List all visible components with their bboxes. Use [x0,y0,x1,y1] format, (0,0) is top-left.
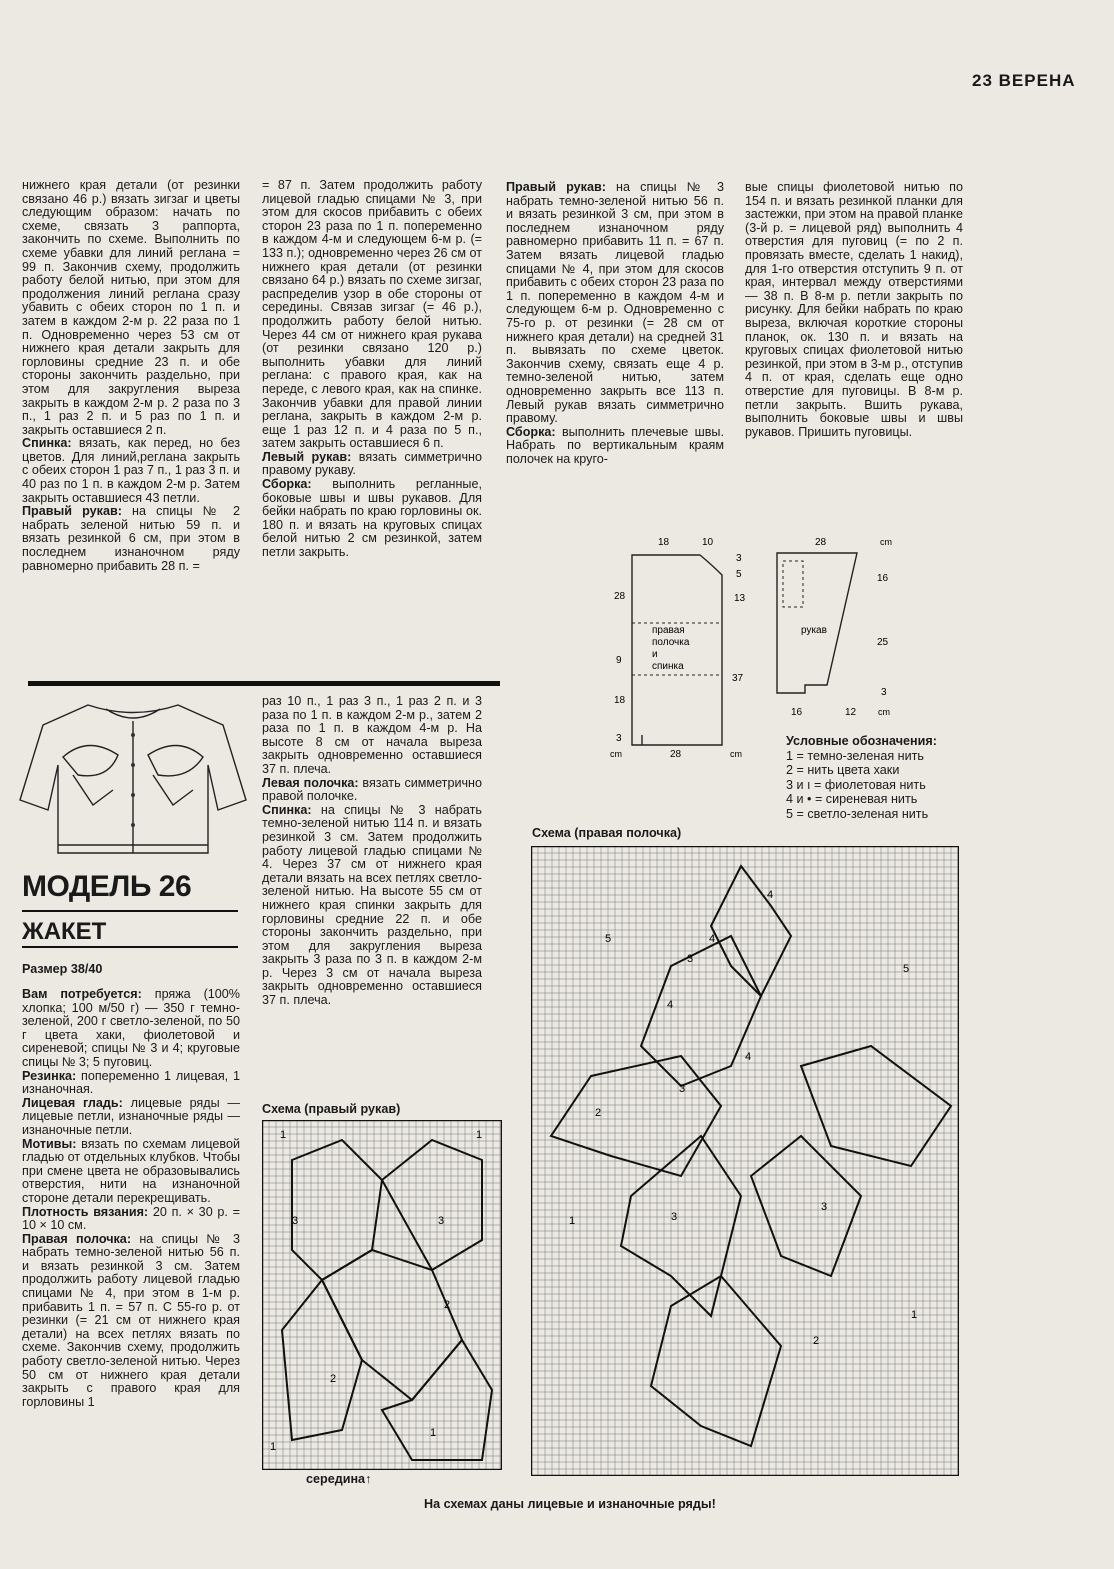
symbol-label: 3 [438,1215,445,1227]
symbol-label: 4 [667,999,674,1011]
front-schematic [600,535,770,765]
jacket-sketch [18,695,248,865]
motif-outline [801,1046,951,1166]
text-column-4 [745,181,963,439]
dim-bottom-2: 12 [845,707,857,718]
symbol-label: 2 [595,1107,602,1119]
text-column-3 [506,181,724,466]
dim-right-4: 37 [732,673,744,684]
motif-outline [651,1276,781,1446]
sleeve-schematic [765,535,905,725]
sleeve-chart-title: Схема (правый рукав) [262,1102,401,1116]
legend-item: 5 = светло-зеленая нить [786,806,929,821]
symbol-label: 5 [605,933,612,945]
front-label-2: полочка [652,637,690,648]
symbol-label: 1 [476,1129,483,1141]
size-line: Размер 38/40 [22,962,103,976]
symbol-label: 2 [813,1335,820,1347]
paragraph: Левый рукав: вязать симметрично правому рукаву. [262,449,482,478]
symbol-label: 3 [671,1211,678,1223]
dim-left-1: 28 [614,591,626,602]
paragraph: Правый рукав: на спицы № 3 набрать темно-зеленой нитью 56 п. и вязать резинкой 3 см, при этом в последнем изнаночном ряду равномерно прибавить 11 п. = 67 п. Затем вязать лицевой гладью спицами № 4, при этом для скосов прибавить с обеих сторон 23 раза по 1 п. попеременно в каждом 4-м и следующем 6-м р. Одновременно с 75-го р. от резинки (= 28 см от нижнего края детали) на средней 31 п. вывязать по схеме цветок. Закончив схему, связать еще 4 р. темно-зеленой нитью, затем одновременно закрыть все 113 п. Левый рукав вязать симметрично правому. [506,180,724,426]
legend-item: 4 и • = сиреневая нить [786,792,918,807]
center-marker: середина↑ [306,1472,372,1486]
symbol-label: 3 [821,1201,828,1213]
paragraph: Левая полочка: вязать симметрично правой полочке. [262,775,483,804]
symbol-label: 5 [903,963,910,975]
text-column-2 [262,179,482,560]
title-rule [22,910,238,912]
grid-lines [262,1120,502,1470]
paragraph: Резинка: попеременно 1 лицевая, 1 изнаночная. [22,1068,240,1097]
symbol-label: 4 [745,1051,752,1063]
paragraph: раз 10 п., 1 раз 3 п., 1 раз 2 п. и 3 раза по 1 п. в каждом 2-м р., затем 2 раза по 1 п. в каждом 4-м р. На высоте 8 см от начала выреза закрыть одновременно оставшиеся 37 п. плеча. [262,694,482,776]
paragraph: Спинка: вязать, как перед, но без цветов. Для линий,реглана закрыть с обеих сторон 1 раз 7 п., 1 раз 3 п. и 40 раз по 1 п. в каждом 2-м р. Затем закрыть оставшиеся 43 петли. [22,436,240,505]
dim-right-3: 3 [881,687,887,698]
symbol-label: 1 [280,1129,287,1141]
paragraph: Сборка: выполнить регланные, боковые швы и швы рукавов. Для бейки набрать по краю горловины ок. 180 п. и вязать на круговых спицах белой нитью 2 см резинкой, затем петли закрыть. [262,477,482,560]
symbol-label: 1 [911,1309,918,1321]
symbol-label: 1 [270,1441,277,1453]
symbol-label: 3 [292,1215,299,1227]
paragraph: Правый рукав: на спицы № 2 набрать зеленой нитью 59 п. и вязать резинкой 6 см, при этом в последнем изнаночном ряду равномерно прибавить 28 п. = [22,504,240,573]
text-column-1 [22,179,240,573]
dim-right-3: 13 [734,593,746,604]
dim-unit: cm [880,537,892,547]
motif-outline [282,1280,362,1440]
symbol-label: 2 [330,1373,337,1385]
model-title: МОДЕЛЬ 26 [22,870,192,903]
legend [786,734,937,822]
paragraph: Мотивы: вязать по схемам лицевой гладью от отдельных клубков. Чтобы при смене цвета не образовывались отверстия, нити на изнаночной стороне детали перекрещивать. [22,1136,240,1205]
paragraph: Плотность вязания: 20 п. × 30 р. = 10 × 10 см. [22,1204,240,1233]
dim-bottom-1: 16 [791,707,803,718]
legend-item: 1 = темно-зеленая нить [786,748,924,763]
paragraph: Спинка: на спицы № 3 набрать темно-зеленой нитью 114 п. и вязать резинкой 3 см. Затем продолжить работу лицевой гладью спицами № 4. Через 37 см от нижнего края детали вязать на всех петлях светло-зеленой нитью. На высоте 55 см от нижнего края спинки закрыть для горловины средние 22 п. и обе стороны закончить раздельно, при этом для закругления выреза закрыть 3 раза по 3 п. в каждом 2-м р. Через 3 см от начала выреза закрыть одновременно оставшиеся 37 п. плеча. [262,802,482,1008]
sleeve-label: рукав [801,625,827,636]
dim-bottom: 28 [670,749,682,760]
unit-label: cm [730,749,742,759]
paragraph: Правая полочка: на спицы № 3 набрать темно-зеленой нитью 56 п. и вязать резинкой 3 см. Затем продолжить работу лицевой гладью спицами № 4, при этом в 1-м р. прибавить 1 п. = 57 п. С 55-го р. от резинки (= 21 см от нижнего края детали) на всех петлях вязать по схеме. Закончив схему, продолжить работу светло-зеленой нитью. Через 50 см от нижнего края детали закрыть с правого края для горловины 1 [22,1231,241,1409]
symbol-label: 4 [767,889,774,901]
front-label-3: и [652,649,658,660]
dim-top-2: 10 [702,537,714,548]
symbol-label: 3 [687,953,694,965]
legend-item: 2 = нить цвета хаки [786,763,900,778]
symbol-label: 3 [679,1083,686,1095]
motif-outline [382,1140,482,1270]
dim-unit: cm [878,707,890,717]
front-chart-grid [531,846,959,1476]
dim-left-3: 18 [614,695,626,706]
legend-item: 3 и ı = фиолетовая нить [786,777,926,792]
dim-right-2: 25 [877,637,889,648]
name-rule [22,946,238,948]
paragraph: вые спицы фиолетовой нитью по 154 п. и вязать резинкой планки для застежки, при этом на правой планке (3-й р. = лицевой ряд) выполнить 4 отверстия для пуговиц (= по 2 п. провязать вместе, сделать 1 накид), для 1-го отверстия отступить 9 п. от края, интервал между отверстиями — 38 п. В 8-м р. петли закрыть по рисунку. Для бейки набрать по краю выреза, включая короткие стороны планок, ок. 130 п. и вязать на круговых спицах фиолетовой нитью резинкой, при этом в 3-м р., отступив 4 п. от края, сделать еще одно отверстие для пуговицы. В 8-м р. петли закрыть. Вшить рукава, выполнить боковые швы и швы рукавов. Пришить пуговицы. [745,180,963,439]
paragraph: нижнего края детали (от резинки связано 46 р.) вязать зигзаг и цветы следующим образом: начать по схеме, связать 3 раппорта, закончить по схеме. Выполнить по схеме убавки для линий реглана = 99 п. Закончив схему, продолжить работу белой нитью, при этом для продолжения линий реглана сразу убавить с обеих сторон по 1 п. и затем в каждом 2-м р. 22 раза по 1 п. Одновременно через 53 см от нижнего края детали закрыть для горловины средние 23 п. и обе стороны закончить раздельно, при этом для закругления выреза закрыть в каждом 2-м р. 2 раза по 3 п., 1 раз 2 п. и 5 раз по 1 п. и закрыть оставшиеся 2 п. [22,178,240,437]
front-label-4: спинка [652,661,684,672]
unit-label: cm [610,749,622,759]
symbol-label: 1 [430,1427,437,1439]
page-header: 23 ВЕРЕНА [972,71,1076,90]
dim-top-1: 18 [658,537,670,548]
dim-right-1: 16 [877,573,889,584]
dim-right-1: 3 [736,553,742,564]
symbol-label: 4 [709,933,716,945]
motif-outline [322,1250,462,1400]
paragraph: Лицевая гладь: лицевые ряды — лицевые петли, изнаночные ряды — изнаночные петли. [22,1095,240,1137]
symbol-label: 2 [444,1299,451,1311]
dim-left-4: 3 [616,733,622,744]
sleeve-chart-grid [262,1120,502,1470]
paragraph: Вам потребуется: пряжа (100% хлопка; 100 м/50 г) — 350 г темно-зеленой, 200 г светло-зеленой, по 50 г цвета хаки, фиолетовой и сиреневой; спицы № 3 и 4; круговые спицы № 3; 5 пуговиц. [22,987,240,1069]
front-label-1: правая [652,625,685,636]
model-name: ЖАКЕТ [22,918,107,945]
dim-right-2: 5 [736,569,742,580]
legend-title: Условные обозначения: [786,734,937,748]
motif-outline [751,1136,861,1276]
motif-outline [292,1140,382,1280]
text-column-6 [262,695,482,1008]
paragraph: Сборка: выполнить плечевые швы. Набрать по вертикальным краям полочек на круго- [506,424,724,466]
dim-top: 28 [815,537,827,548]
section-rule [28,681,500,686]
motif-outline [641,936,761,1086]
text-column-5 [22,988,240,1409]
paragraph: = 87 п. Затем продолжить работу лицевой гладью спицами № 3, при этом для скосов прибавить с обеих сторон 23 раза по 1 п. попеременно в каждом 4-м и следующем 6-м р. (= 133 п.); одновременно через 26 см от нижнего края детали (от резинки связано 64 р.) вязать по схеме зигзаг, распределив узор в обе стороны от середины. Связав зигзаг (= 46 р.), продолжить работу белой нитью. Через 44 см от нижнего края рукава (от резинки связано 120 р.) выполнить убавки для линий реглана: с правого края, как на переде, с левого края, как на спинке. Закончив убавки для правой линии реглана, закрыть в каждом 2-м р. еще 1 раз 12 п. и 4 раза по 5 п., затем закрыть оставшиеся 6 п. [262,178,482,451]
bottom-note: На схемах даны лицевые и изнаночные ряды! [424,1497,716,1511]
front-chart-title: Схема (правая полочка) [532,826,682,840]
symbol-label: 1 [569,1215,576,1227]
dim-left-2: 9 [616,655,622,666]
